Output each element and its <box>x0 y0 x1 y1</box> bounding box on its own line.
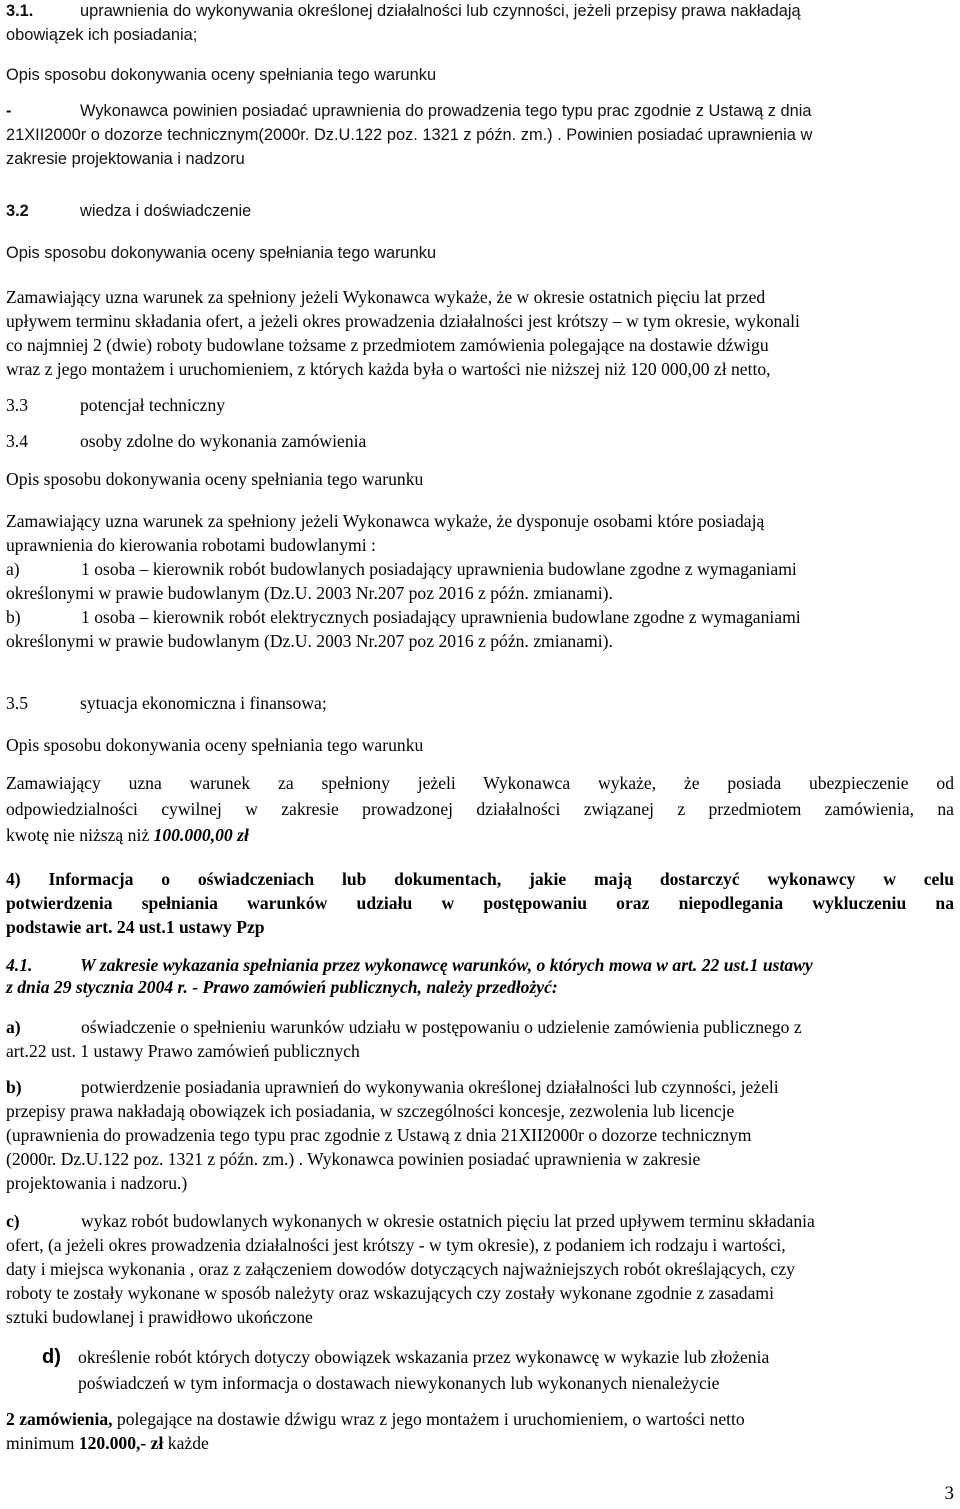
s41-c4: roboty te zostały wykonane w sposób należyty oraz wskazujących czy zostały wykonane zgodnie z zasadami <box>6 1283 774 1303</box>
s41-c3: daty i miejsca wykonania , oraz z załączeniem dowodów dotyczących najważniejszych robót określających, czy <box>6 1259 795 1279</box>
s41-a1: a) oświadczenie o spełnieniu warunków udziału w postępowaniu o udzielenie zamówienia publicznego z <box>6 1017 802 1037</box>
section-number: 3.1. <box>6 2 34 20</box>
s41-l1: 4.1. W zakresie wykazania spełniania przez wykonawcę warunków, o których mowa w art. 22 ust.1 ustawy <box>6 955 813 975</box>
s41-d2: poświadczeń w tym informacja o dostawach niewykonanych lub wykonanych nienależycie <box>78 1373 720 1393</box>
s41-e1: 2 zamówienia, polegające na dostawie dźwigu wraz z jego montażem i uruchomieniem, o wartości netto <box>6 1409 745 1429</box>
s32-l3: co najmniej 2 (dwie) roboty budowlane tożsame z przedmiotem zamówienia polegające na dostawie dźwigu <box>6 335 769 355</box>
s31-line1: 3.1. uprawnienia do wykonywania określonej działalności lub czynności, jeżeli przepisy prawa nakładają <box>6 2 801 20</box>
s33-heading: 3.3 potencjał techniczny <box>6 395 226 415</box>
s31-p1: - Wykonawca powinien posiadać uprawnienia do prowadzenia tego typu prac zgodnie z Ustawą z dnia <box>6 102 812 120</box>
s32-opis: Opis sposobu dokonywania oceny spełniania tego warunku <box>6 244 437 262</box>
section-number: 3.4 <box>6 431 28 451</box>
section-number: 4.1. <box>6 955 33 975</box>
s32-heading: 3.2 wiedza i doświadczenie <box>6 202 252 220</box>
s41-d1: d) określenie robót których dotyczy obowiązek wskazania przez wykonawcę w wykazie lub złożenia <box>42 1346 770 1368</box>
section-number: 3.3 <box>6 395 28 415</box>
list-label: a) <box>6 559 20 579</box>
s34-b1: b) 1 osoba – kierownik robót elektrycznych posiadający uprawnienia budowlane zgodne z wymaganiami <box>6 607 801 627</box>
s35-l1: Zamawiający uzna warunek za spełniony jeżeli Wykonawca wykaże, że posiada ubezpieczenie od <box>6 773 954 793</box>
s41-a2: art.22 ust. 1 ustawy Prawo zamówień publicznych <box>6 1041 360 1061</box>
list-label: a) <box>6 1017 21 1037</box>
s41-c2: ofert, (a jeżeli okres prowadzenia działalności jest krótszy - w tym okresie), z podaniem ich rodzaju i wartości, <box>6 1235 786 1255</box>
list-label: c) <box>6 1211 20 1231</box>
s41-b2: przepisy prawa nakładają obowiązek ich posiadania, w szczególności koncesje, zezwolenia lub licencje <box>6 1101 735 1121</box>
s41-b4: (2000r. Dz.U.122 poz. 1321 z późn. zm.) . Wykonawca powinien posiadać uprawnienia w zakresie <box>6 1149 701 1169</box>
s34-l1: Zamawiający uzna warunek za spełniony jeżeli Wykonawca wykaże, że dysponuje osobami które posiadają <box>6 511 765 531</box>
s4-l2: potwierdzenia spełniania warunków udziału w postępowaniu oraz niepodlegania wykluczeniu na <box>6 893 954 913</box>
section-number: 3.2 <box>6 202 29 220</box>
page-number: 3 <box>944 1483 954 1504</box>
s34-opis: Opis sposobu dokonywania oceny spełniania tego warunku <box>6 469 424 489</box>
s32-l1: Zamawiający uzna warunek za spełniony jeżeli Wykonawca wykaże, że w okresie ostatnich pięciu lat przed <box>6 287 766 307</box>
s32-l4: wraz z jego montażem i uruchomieniem, z których każda była o wartości nie niższej niż 120 000,00 zł netto, <box>6 359 771 379</box>
s34-a2: określonymi w prawie budowlanym (Dz.U. 2003 Nr.207 poz 2016 z późn. zmianami). <box>6 583 613 603</box>
s41-b5: projektowania i nadzoru.) <box>6 1173 188 1193</box>
insurance-amount: 100.000,00 zł <box>153 825 249 845</box>
s31-line2: obowiązek ich posiadania; <box>6 26 198 44</box>
s35-heading: 3.5 sytuacja ekonomiczna i finansowa; <box>6 693 327 713</box>
section-number: 3.5 <box>6 693 28 713</box>
s41-l2: z dnia 29 stycznia 2004 r. - Prawo zamówień publicznych, należy przedłożyć: <box>6 977 558 997</box>
s34-a1: a) 1 osoba – kierownik robót budowlanych posiadający uprawnienia budowlane zgodne z wymaganiami <box>6 559 797 579</box>
s34-b2: określonymi w prawie budowlanym (Dz.U. 2003 Nr.207 poz 2016 z późn. zmianami). <box>6 631 613 651</box>
s41-e2: minimum 120.000,- zł każde <box>6 1433 209 1453</box>
list-label: b) <box>6 607 21 627</box>
s4-l3: podstawie art. 24 ust.1 ustawy Pzp <box>6 917 265 937</box>
s31-p2: 21XII2000r o dozorze technicznym(2000r. Dz.U.122 poz. 1321 z późn. zm.) . Powinien posiadać uprawnienia w <box>6 126 813 144</box>
s35-l2: odpowiedzialności cywilnej w zakresie prowadzonej działalności związanej z przedmiotem zamówienia, na <box>6 799 954 819</box>
dash-bullet: - <box>6 102 12 120</box>
s35-opis: Opis sposobu dokonywania oceny spełniania tego warunku <box>6 735 424 755</box>
list-label: d) <box>42 1346 61 1368</box>
s31-opis: Opis sposobu dokonywania oceny spełniania tego warunku <box>6 66 437 84</box>
s31-p3: zakresie projektowania i nadzoru <box>6 150 245 168</box>
s35-l3: kwotę nie niższą niż 100.000,00 zł <box>6 825 249 845</box>
s41-c5: sztuki budowlanej i prawidłowo ukończone <box>6 1307 313 1327</box>
s34-heading: 3.4 osoby zdolne do wykonania zamówienia <box>6 431 367 451</box>
s41-b1: b) potwierdzenie posiadania uprawnień do wykonywania określonej działalności lub czynności, jeżeli <box>6 1077 779 1097</box>
list-label: b) <box>6 1077 22 1097</box>
s41-b3: (uprawnienia do prowadzenia tego typu prac zgodnie z Ustawą z dnia 21XII2000r o dozorze technicznym <box>6 1125 752 1145</box>
s34-l2: uprawnienia do kierowania robotami budowlanymi : <box>6 535 376 555</box>
s41-c1: c) wykaz robót budowlanych wykonanych w okresie ostatnich pięciu lat przed upływem terminu składania <box>6 1211 815 1231</box>
s32-l2: upływem terminu składania ofert, a jeżeli okres prowadzenia działalności jest krótszy – w tym okresie, wykonali <box>6 311 800 331</box>
s4-l1: 4) Informacja o oświadczeniach lub dokumentach, jakie mają dostarczyć wykonawcy w celu <box>6 869 954 889</box>
